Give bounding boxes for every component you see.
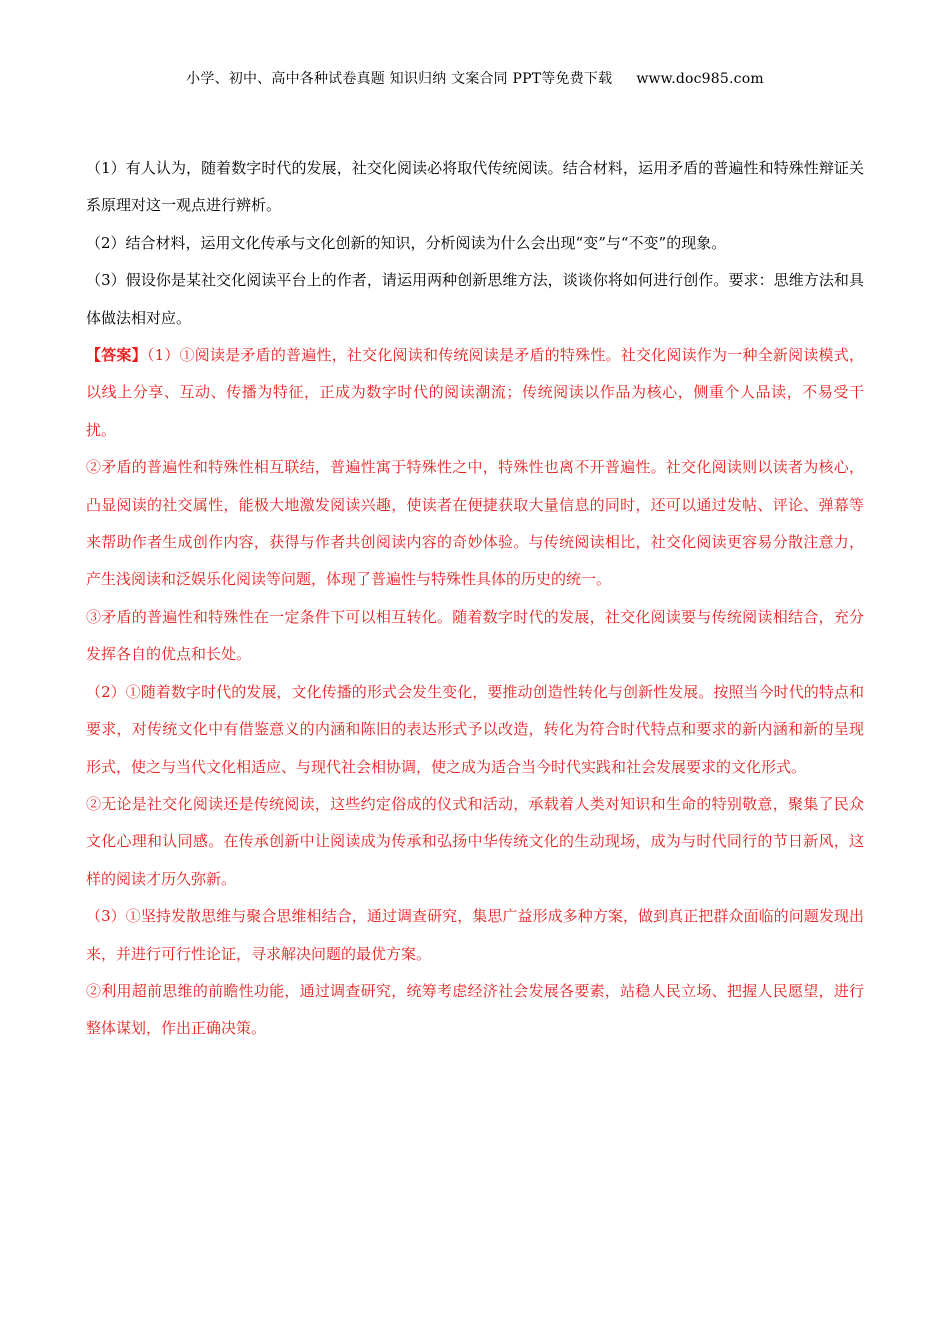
question-1: （1）有人认为，随着数字时代的发展，社交化阅读必将取代传统阅读。结合材料，运用矛盾的普遍性和特殊性辩证关系原理对这一观点进行辨析。: [86, 159, 864, 215]
answer-paragraph-4: （2）①随着数字时代的发展，文化传播的形式会发生变化，要推动创造性转化与创新性发展。按照当今时代的特点和要求，对传统文化中有借鉴意义的内涵和陈旧的表达形式予以改造，转化为符合时代特点和要求的新内涵和新的呈现形式，使之与当代文化相适应、与现代社会相协调，使之成为适合当今时代实践和社会发展要求的文化形式。: [86, 682, 864, 776]
page-header: [0, 68, 950, 88]
answer-paragraph-2: ②矛盾的普遍性和特殊性相互联结，普遍性寓于特殊性之中，特殊性也离不开普遍性。社交化阅读则以读者为核心，凸显阅读的社交属性，能极大地激发阅读兴趣，使读者在便捷获取大量信息的同时，还可以通过发帖、评论、弹幕等来帮助作者生成创作内容，获得与作者共创阅读内容的奇妙体验。与传统阅读相比，社交化阅读更容易分散注意力，产生浅阅读和泛娱乐化阅读等问题，体现了普遍性与特殊性具体的历史的统一。: [86, 458, 864, 589]
header-text: 小学、初中、高中各种试卷真题 知识归纳 文案合同 PPT等免费下载: [186, 71, 613, 87]
header-site-link[interactable]: www.doc985.com: [636, 71, 764, 87]
answer-paragraph-7: ②利用超前思维的前瞻性功能，通过调查研究，统筹考虑经济社会发展各要素，站稳人民立场、把握人民愿望，进行整体谋划，作出正确决策。: [86, 981, 864, 1038]
answer-paragraph-1: [86, 337, 864, 449]
answer-paragraph-5: ②无论是社交化阅读还是传统阅读，这些约定俗成的仪式和活动，承载着人类对知识和生命的特别敬意，聚集了民众文化心理和认同感。在传承创新中让阅读成为传承和弘扬中华传统文化的生动现场，成为与时代同行的节日新风，这样的阅读才历久弥新。: [86, 794, 864, 888]
question-2: （2）结合材料，运用文化传承与文化创新的知识，分析阅读为什么会出现“变”与“不变”的现象。: [86, 233, 727, 252]
answer-paragraph-6: （3）①坚持发散思维与聚合思维相结合，通过调查研究，集思广益形成多种方案，做到真正把群众面临的问题发现出来，并进行可行性论证，寻求解决问题的最优方案。: [86, 907, 864, 963]
question-3: （3）假设你是某社交化阅读平台上的作者，请运用两种创新思维方法，谈谈你将如何进行创作。要求：思维方法和具体做法相对应。: [86, 271, 864, 327]
answer-paragraph-3: ③矛盾的普遍性和特殊性在一定条件下可以相互转化。随着数字时代的发展，社交化阅读要与传统阅读相结合，充分发挥各自的优点和长处。: [86, 607, 864, 664]
answer-tag: 【答案】: [86, 346, 147, 365]
document-body: [86, 150, 864, 1048]
answer-text-1: （1）①阅读是矛盾的普遍性，社交化阅读和传统阅读是矛盾的特殊性。社交化阅读作为一种全新阅读模式，以线上分享、互动、传播为特征，正成为数字时代的阅读潮流；传统阅读以作品为核心，侧重个人品读，不易受干扰。: [86, 346, 864, 439]
